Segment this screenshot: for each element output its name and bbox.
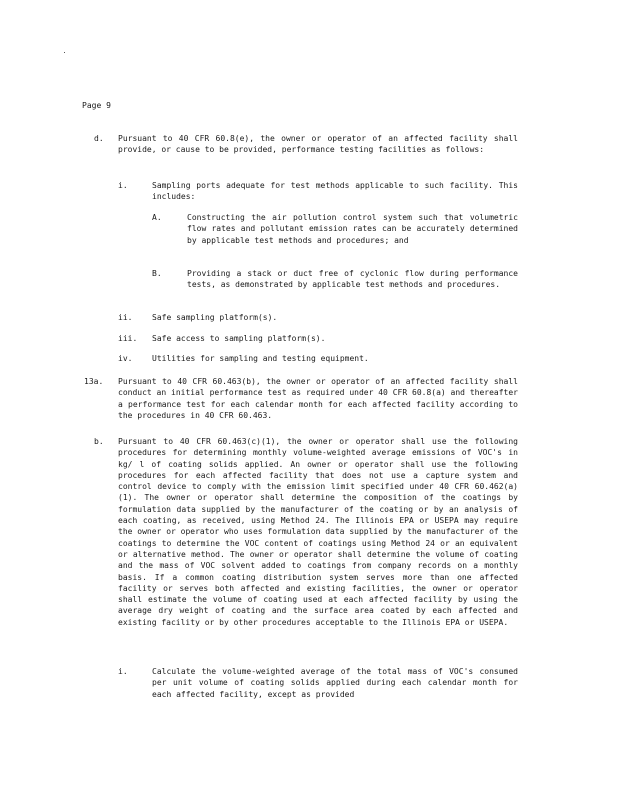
item-label-iii: iii. xyxy=(118,334,138,343)
item-label-b-i: i. xyxy=(118,667,128,676)
item-text-ii: Safe sampling platform(s). xyxy=(152,313,278,322)
item-label-13a: 13a. xyxy=(84,377,104,386)
item-label-B: B. xyxy=(152,269,162,278)
item-label-d: d. xyxy=(94,134,104,143)
page-label: Page 9 xyxy=(82,101,111,110)
item-text-A: Constructing the air pollution control system such that volumetric flow rates and pollutant emission rates can be accurately determined by applicable test methods and procedures; and xyxy=(187,213,518,245)
item-text-b: Pursuant to 40 CFR 60.463(c)(1), the owner or operator shall use the following procedures for determining monthly volume-weighted average emissions of VOC's in kg/ l of coating solids applied. An owner or operator shall use the following procedures for each affected facility that does not use a capture system and control device to comply with the emission limit specified under 40 CFR 60.462(a)(1). The owner or operator shall determine the composition of the coatings by formulation data supplied by the manufacturer of the coating or by an analysis of each coating, as received, using Method 24. The Illinois EPA or USEPA may require the owner or operator who uses formulation data supplied by the manufacturer of the coatings to determine the VOC content of coatings using Method 24 or an equivalent or alternative method. The owner or operator shall determine the volume of coating and the mass of VOC solvent added to coatings from company records on a monthly basis. If a common coating distribution system serves more than one affected facility or serves both affected and existing facilities, the owner or operator shall estimate the volume of coating used at each affected facility by using the average dry weight of coating and the surface area coated by each affected and existing facility or by other procedures acceptable to the Illinois EPA or USEPA. xyxy=(118,437,518,627)
item-label-i: i. xyxy=(118,181,128,190)
item-text-i: Sampling ports adequate for test methods applicable to such facility. This includes: xyxy=(152,181,518,202)
item-label-A: A. xyxy=(152,213,162,222)
item-text-iv: Utilities for sampling and testing equipment. xyxy=(152,354,369,363)
item-text-13a: Pursuant to 40 CFR 60.463(b), the owner or operator of an affected facility shall conduct an initial performance test as required under 40 CFR 60.8(a) and thereafter a performance test for each calendar month for each affected facility according to the procedures in 40 CFR 60.463. xyxy=(118,377,518,420)
scan-speck xyxy=(64,52,65,53)
item-label-iv: iv. xyxy=(118,354,133,363)
item-label-b: b. xyxy=(94,437,104,446)
item-text-iii: Safe access to sampling platform(s). xyxy=(152,334,326,343)
item-label-ii: ii. xyxy=(118,313,133,322)
item-text-d: Pursuant to 40 CFR 60.8(e), the owner or operator of an affected facility shall provide, or cause to be provided, performance testing facilities as follows: xyxy=(118,134,518,155)
item-text-b-i: Calculate the volume-weighted average of the total mass of VOC's consumed per unit volume of coating solids applied during each calendar month for each affected facility, except as provided xyxy=(152,667,518,699)
item-text-B: Providing a stack or duct free of cyclonic flow during performance tests, as demonstrated by applicable test methods and procedures. xyxy=(187,269,518,290)
